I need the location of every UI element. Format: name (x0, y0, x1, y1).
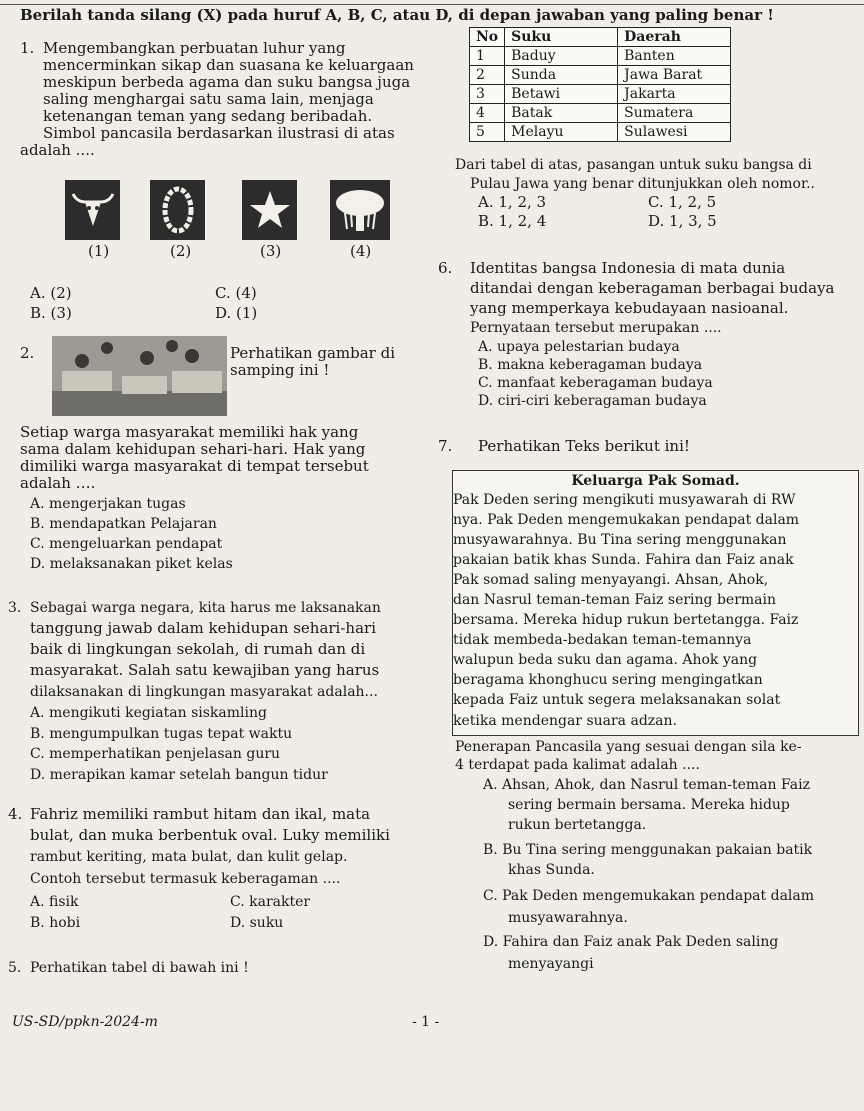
table-cell: Sulawesi (618, 123, 731, 142)
option-a[interactable]: A. mengerjakan tugas (30, 496, 186, 512)
story-line: nya. Pak Deden mengemukakan pendapat dalam (453, 512, 800, 528)
question-line: Penerapan Pancasila yang sesuai dengan sila ke- (455, 739, 802, 755)
table-cell: Banten (618, 47, 731, 66)
option-b-continued: khas Sunda. (508, 862, 595, 878)
option-d[interactable]: D. melaksanakan piket kelas (30, 556, 233, 572)
table-cell: 5 (470, 123, 505, 142)
option-c[interactable]: C. 1, 2, 5 (648, 193, 717, 211)
question-line: 4 terdapat pada kalimat adalah .... (455, 757, 700, 773)
symbol-label: (4) (350, 242, 372, 260)
table-header: Daerah (618, 28, 731, 47)
table-cell: Melayu (505, 123, 618, 142)
story-box (452, 470, 859, 736)
table-cell: 4 (470, 104, 505, 123)
option-a[interactable]: A. (2) (30, 284, 72, 302)
table-row (470, 66, 731, 85)
table-cell: Baduy (505, 47, 618, 66)
option-d[interactable]: D. merapikan kamar setelah bangun tidur (30, 767, 328, 783)
question-line: ketenangan teman yang sedang beribadah. (43, 107, 373, 125)
option-c[interactable]: C. Pak Deden mengemukakan pendapat dalam (483, 888, 815, 904)
table-cell: Sunda (505, 66, 618, 85)
option-b[interactable]: B. (3) (30, 304, 72, 322)
symbol-label: (3) (260, 242, 282, 260)
table-header: Suku (505, 28, 618, 47)
table-cell: 3 (470, 85, 505, 104)
symbol-label: (2) (170, 242, 192, 260)
question-intro: Perhatikan Teks berikut ini! (478, 437, 690, 455)
question-line: Perhatikan tabel di bawah ini ! (30, 960, 249, 976)
question-line: dilaksanakan di lingkungan masyarakat adalah... (30, 684, 378, 700)
symbol-label: (1) (88, 242, 110, 260)
question-line: adalah …. (20, 474, 96, 492)
table-cell: 1 (470, 47, 505, 66)
option-c[interactable]: C. mengeluarkan pendapat (30, 536, 223, 552)
option-a[interactable]: A. mengikuti kegiatan siskamling (30, 705, 267, 721)
option-c[interactable]: C. manfaat keberagaman budaya (478, 375, 713, 391)
bull-head-icon (65, 180, 120, 240)
table-row (470, 47, 731, 66)
question-line: Setiap warga masyarakat memiliki hak yang (20, 423, 359, 441)
table-cell: Betawi (505, 85, 618, 104)
story-line: Pak somad saling menyayangi. Ahsan, Ahok, (453, 572, 769, 588)
table-cell: Jawa Barat (618, 66, 731, 85)
option-a-continued: sering bermain bersama. Mereka hidup (508, 797, 790, 813)
story-line: ketika mendengar suara adzan. (453, 713, 677, 729)
option-c[interactable]: C. karakter (230, 894, 311, 910)
table-row (470, 123, 731, 142)
option-d[interactable]: D. (1) (215, 304, 258, 322)
question-number: 7. (438, 437, 453, 455)
question-line: Sebagai warga negara, kita harus me laksanakan (30, 600, 381, 616)
option-b[interactable]: B. 1, 2, 4 (478, 212, 547, 230)
option-c-continued: musyawarahnya. (508, 910, 628, 926)
question-line: Identitas bangsa Indonesia di mata dunia (470, 259, 786, 277)
footer-code: US-SD/ppkn-2024-m (12, 1014, 158, 1030)
question-line: meskipun berbeda agama dan suku bangsa juga (43, 73, 411, 91)
page-number: - 1 - (412, 1014, 440, 1030)
question-line: yang memperkaya kebudayaan nasioanal. (470, 299, 789, 317)
question-line: masyarakat. Salah satu kewajiban yang harus (30, 661, 380, 679)
tribe-region-table (469, 27, 731, 142)
question-line: mencerminkan sikap dan suasana ke keluargaan (43, 56, 414, 74)
question-line: adalah .... (20, 141, 95, 159)
question-line: bulat, dan muka berbentuk oval. Luky memiliki (30, 826, 390, 844)
question-line: Fahriz memiliki rambut hitam dan ikal, mata (30, 805, 371, 823)
option-d-continued: menyayangi (508, 956, 594, 972)
table-cell: Jakarta (618, 85, 731, 104)
table-header: No (470, 28, 505, 47)
question-line: Simbol pancasila berdasarkan ilustrasi di atas (43, 124, 395, 142)
question-line: tanggung jawab dalam kehidupan sehari-hari (30, 619, 376, 637)
option-c[interactable]: C. (4) (215, 284, 257, 302)
question-line: Pernyataan tersebut merupakan .... (470, 320, 722, 336)
question-number: 5. (8, 960, 22, 976)
story-title: Keluarga Pak Somad. (571, 473, 740, 489)
option-d[interactable]: D. Fahira dan Faiz anak Pak Deden saling (483, 934, 779, 950)
story-line: bersama. Mereka hidup rukun bertetangga. Faiz (453, 612, 799, 628)
chain-icon (150, 180, 205, 240)
table-row (470, 85, 731, 104)
instruction-title: Berilah tanda silang (X) pada huruf A, B, C, atau D, di depan jawaban yang paling benar ! (20, 6, 774, 24)
question-line: Contoh tersebut termasuk keberagaman .... (30, 871, 341, 887)
banyan-tree-icon (330, 180, 390, 240)
option-d[interactable]: D. 1, 3, 5 (648, 212, 717, 230)
option-d[interactable]: D. suku (230, 915, 284, 931)
question-number: 2. (20, 344, 35, 362)
option-a[interactable]: A. Ahsan, Ahok, dan Nasrul teman-teman Faiz (483, 777, 810, 793)
table-cell: 2 (470, 66, 505, 85)
question-line: Dari tabel di atas, pasangan untuk suku bangsa di (455, 157, 812, 173)
option-b[interactable]: B. hobi (30, 915, 81, 931)
story-line: kepada Faiz untuk segera melaksanakan solat (453, 692, 781, 708)
option-b[interactable]: B. mendapatkan Pelajaran (30, 516, 217, 532)
table-header-row (470, 28, 731, 47)
option-a[interactable]: A. upaya pelestarian budaya (478, 339, 680, 355)
story-line: walupun beda suku dan agama. Ahok yang (453, 652, 758, 668)
question-intro: samping ini ! (230, 361, 330, 379)
table-row (470, 104, 731, 123)
star-icon (242, 180, 297, 240)
question-number: 3. (8, 600, 22, 616)
table-cell: Batak (505, 104, 618, 123)
story-line: musyawarahnya. Bu Tina sering menggunakan (453, 532, 787, 548)
question-line: Pulau Jawa yang benar ditunjukkan oleh nomor.. (470, 176, 816, 192)
option-b[interactable]: B. makna keberagaman budaya (478, 357, 703, 373)
question-number: 4. (8, 805, 23, 823)
table-cell: Sumatera (618, 104, 731, 123)
story-line: beragama khonghucu sering mengingatkan (453, 672, 763, 688)
option-d[interactable]: D. ciri-ciri keberagaman budaya (478, 393, 707, 409)
question-line: rambut keriting, mata bulat, dan kulit gelap. (30, 849, 348, 865)
option-a[interactable]: A. fisik (30, 894, 79, 910)
question-number: 1. (20, 39, 35, 57)
story-line: Pak Deden sering mengikuti musyawarah di RW (453, 492, 796, 508)
classroom-photo (52, 336, 227, 416)
story-line: pakaian batik khas Sunda. Fahira dan Faiz anak (453, 552, 794, 568)
question-line: ditandai dengan keberagaman berbagai budaya (470, 279, 835, 297)
header-rule (0, 4, 864, 5)
question-number: 6. (438, 259, 453, 277)
question-line: saling menghargai satu sama lain, menjaga (43, 90, 374, 108)
option-a[interactable]: A. 1, 2, 3 (478, 193, 547, 211)
question-line: Mengembangkan perbuatan luhur yang (43, 39, 346, 57)
question-line: baik di lingkungan sekolah, di rumah dan di (30, 640, 366, 658)
option-a-continued: rukun bertetangga. (508, 817, 647, 833)
question-line: sama dalam kehidupan sehari-hari. Hak yang (20, 440, 366, 458)
question-line: dimiliki warga masyarakat di tempat tersebut (20, 457, 369, 475)
story-line: tidak membeda-bedakan teman-temannya (453, 632, 752, 648)
option-b[interactable]: B. Bu Tina sering menggunakan pakaian batik (483, 842, 813, 858)
option-c[interactable]: C. memperhatikan penjelasan guru (30, 746, 281, 762)
option-b[interactable]: B. mengumpulkan tugas tepat waktu (30, 726, 293, 742)
story-line: dan Nasrul teman-teman Faiz sering bermain (453, 592, 777, 608)
question-intro: Perhatikan gambar di (230, 344, 396, 362)
